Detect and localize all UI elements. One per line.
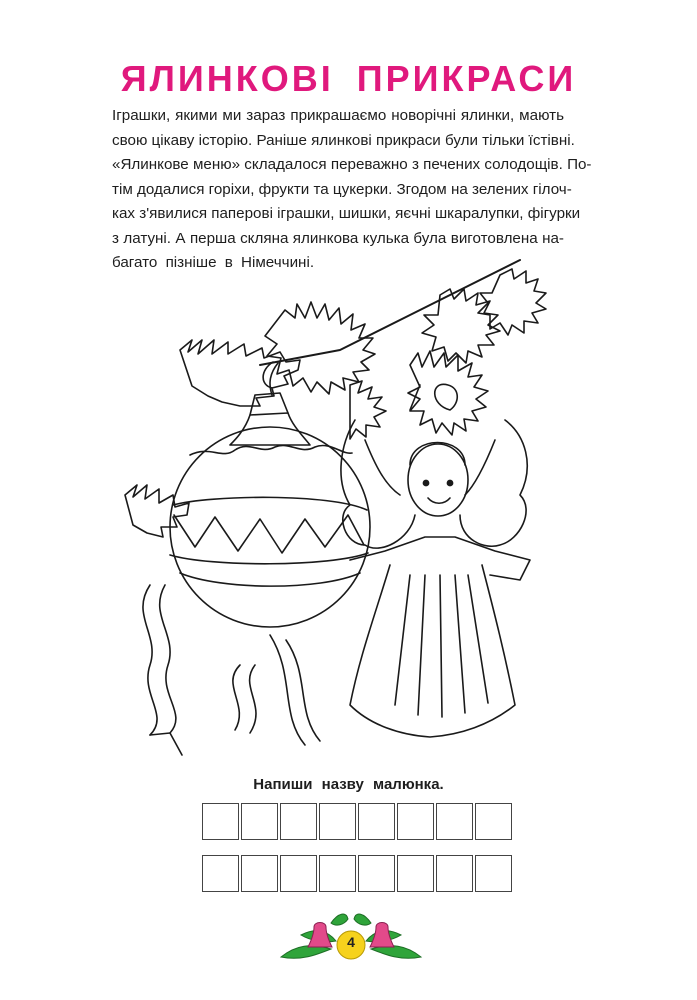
answer-cell[interactable] — [202, 803, 239, 840]
answer-cell[interactable] — [397, 803, 434, 840]
answer-cell[interactable] — [397, 855, 434, 892]
page-title: ЯЛИНКОВІ ПРИКРАСИ — [120, 58, 577, 99]
intro-line: багато пізніше в Німеччині. — [112, 254, 315, 271]
task-instruction: Напиши назву малюнка. — [253, 776, 444, 793]
answer-cell[interactable] — [241, 855, 278, 892]
intro-line: ках з'явилися паперові іграшки, шишки, яєчні шкаралупки, фігурки — [112, 205, 581, 222]
intro-line: Іграшки, якими ми зараз прикрашаємо новорічні ялинки, мають — [112, 107, 564, 124]
answer-cell[interactable] — [202, 855, 239, 892]
answer-cell[interactable] — [319, 803, 356, 840]
intro-line: тім додалися горіхи, фрукти та цукерки. Згодом на зелених гілоч- — [112, 180, 572, 198]
intro-line: «Ялинкове меню» складалося переважно з печених солодощів. По- — [112, 156, 592, 173]
answer-row-2 — [202, 855, 512, 892]
coloring-illustration — [110, 255, 610, 765]
page-number: 4 — [347, 934, 355, 950]
intro-paragraph — [112, 104, 592, 276]
answer-cell[interactable] — [436, 803, 473, 840]
answer-cell[interactable] — [358, 803, 395, 840]
answer-cell[interactable] — [241, 803, 278, 840]
answer-row-1 — [202, 803, 512, 840]
answer-cell[interactable] — [475, 855, 512, 892]
answer-cell[interactable] — [280, 855, 317, 892]
intro-line: з латуні. А перша скляна ялинкова кулька була виготовлена на- — [112, 229, 564, 247]
fir-branch — [125, 260, 546, 537]
answer-cell[interactable] — [358, 855, 395, 892]
intro-line: свою цікаву історію. Раніше ялинкові прикраси були тільки їстівні. — [112, 131, 575, 149]
ornament-hook — [263, 362, 278, 395]
paper-angel — [341, 384, 530, 737]
christmas-ball — [170, 393, 370, 627]
answer-cell[interactable] — [436, 855, 473, 892]
answer-cell[interactable] — [280, 803, 317, 840]
ribbon — [143, 585, 320, 755]
answer-cell[interactable] — [319, 855, 356, 892]
answer-cell[interactable] — [475, 803, 512, 840]
